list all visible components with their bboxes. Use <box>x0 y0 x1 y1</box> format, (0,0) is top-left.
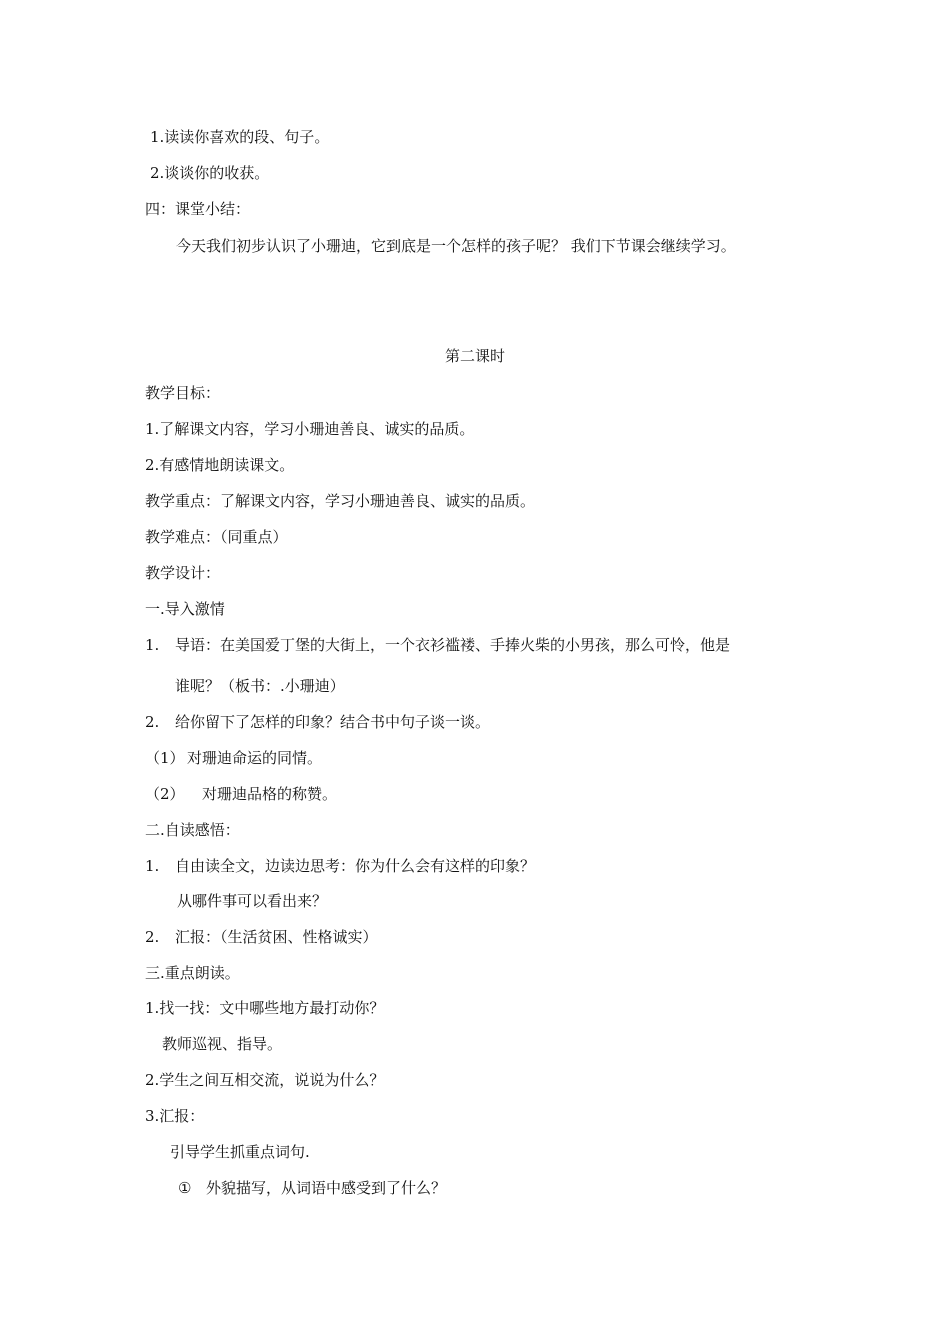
goal-1: 1.了解课文内容，学习小珊迪善良、诚实的品质。 <box>145 420 475 438</box>
top-item-1: 1.读读你喜欢的段、句子。 <box>150 128 330 146</box>
top-item-2: 2.谈谈你的收获。 <box>150 164 270 182</box>
part-1-item-1-continuation: 谁呢？（板书：.小珊迪） <box>175 677 345 695</box>
key-point: 教学重点：了解课文内容，学习小珊迪善良、诚实的品质。 <box>145 492 536 510</box>
item-text: 导语：在美国爱丁堡的大街上，一个衣衫褴褛、手捧火柴的小男孩，那么可怜，他是 <box>175 636 731 654</box>
part-1-item-1 <box>145 635 730 655</box>
part-2-item-2 <box>145 927 378 947</box>
goals-heading: 教学目标： <box>145 384 221 402</box>
part-1-heading: 一.导入激情 <box>145 600 225 618</box>
difficulty: 教学难点：（同重点） <box>145 528 288 546</box>
part-1-sub-1 <box>145 748 322 768</box>
sub-number: （1） <box>145 749 185 767</box>
item-number: 2. <box>145 928 160 946</box>
item-text: 给你留下了怎样的印象？结合书中句子谈一谈。 <box>175 713 491 731</box>
part-3-guide: 引导学生抓重点词句. <box>170 1143 310 1161</box>
part-1-sub-2 <box>145 784 337 804</box>
circle-text: 外貌描写，从词语中感受到了什么？ <box>206 1179 447 1197</box>
sub-text: 对珊迪命运的同情。 <box>187 749 323 767</box>
part-1-item-2 <box>145 712 490 732</box>
part-3-circle-item-1 <box>178 1178 446 1198</box>
circle-number: ① <box>178 1179 192 1197</box>
item-text: 汇报：（生活贫困、性格诚实） <box>175 928 378 946</box>
section-4-heading: 四：课堂小结： <box>145 200 251 218</box>
item-number: 1. <box>145 636 160 654</box>
part-3-heading: 三.重点朗读。 <box>145 964 240 982</box>
sub-number: （2） <box>145 785 185 803</box>
goal-2: 2.有感情地朗读课文。 <box>145 456 295 474</box>
part-3-item-1: 1.找一找：文中哪些地方最打动你？ <box>145 999 385 1017</box>
item-number: 2. <box>145 713 160 731</box>
design-heading: 教学设计： <box>145 564 221 582</box>
item-text: 自由读全文，边读边思考：你为什么会有这样的印象？ <box>175 857 536 875</box>
item-number: 1. <box>145 857 160 875</box>
part-2-item-1-continuation: 从哪件事可以看出来？ <box>177 892 328 910</box>
part-3-item-2: 2.学生之间互相交流，说说为什么？ <box>145 1071 385 1089</box>
lesson-2-title: 第二课时 <box>444 347 505 365</box>
summary-paragraph: 今天我们初步认识了小珊迪，它到底是一个怎样的孩子呢？ 我们下节课会继续学习。 <box>176 237 736 255</box>
part-3-item-1-note: 教师巡视、指导。 <box>162 1035 283 1053</box>
sub-text: 对珊迪品格的称赞。 <box>202 785 338 803</box>
part-2-heading: 二.自读感悟： <box>145 821 240 839</box>
part-2-item-1 <box>145 856 535 876</box>
part-3-item-3: 3.汇报： <box>145 1107 205 1125</box>
